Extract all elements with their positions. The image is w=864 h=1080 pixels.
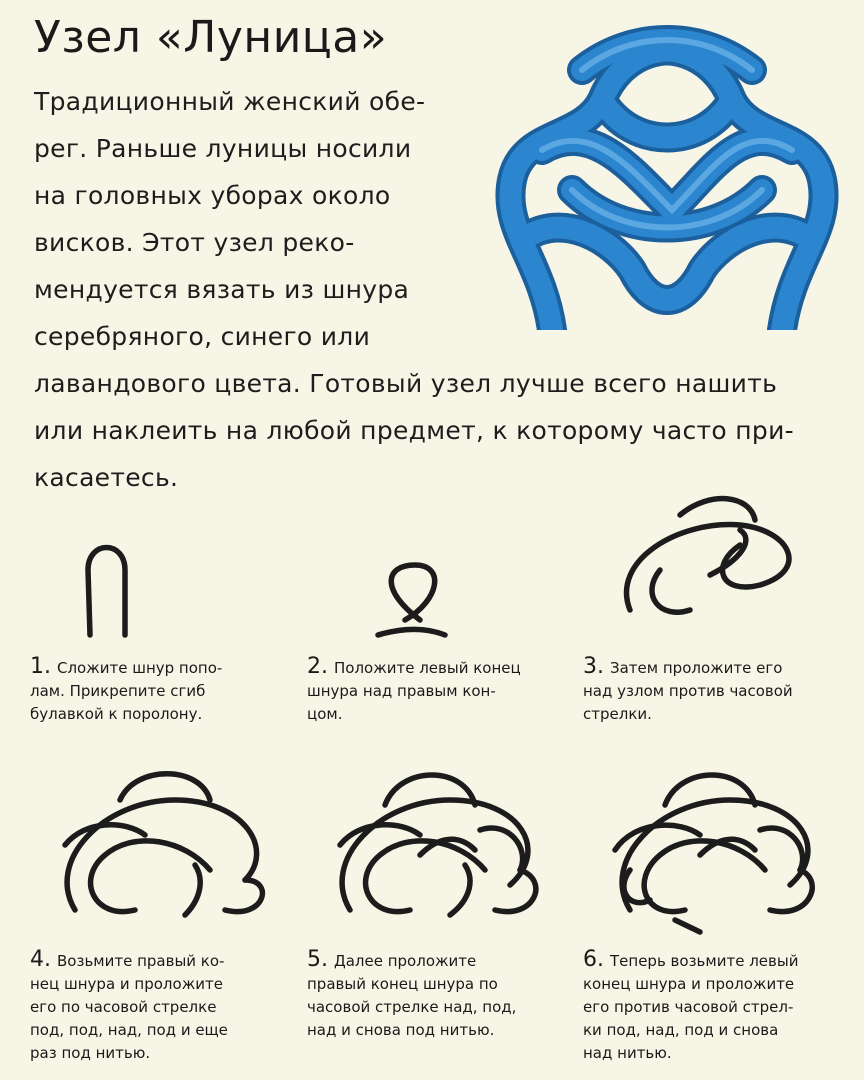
step-text: Теперь возьмите левый bbox=[610, 952, 799, 970]
intro-line: или наклеить на любой предмет, к которому часто при- bbox=[34, 416, 794, 445]
step-text: над узлом против часовой bbox=[583, 682, 793, 700]
step-text: цом. bbox=[307, 705, 343, 723]
step-3-diagram bbox=[590, 470, 850, 640]
page-title: Узел «Луница» bbox=[34, 12, 388, 63]
step-6-caption bbox=[583, 948, 848, 1065]
step-text: лам. Прикрепите сгиб bbox=[30, 682, 206, 700]
step-text: нец шнура и проложите bbox=[30, 975, 223, 993]
step-number: 1. bbox=[30, 654, 51, 679]
step-text: булавкой к поролону. bbox=[30, 705, 203, 723]
step-text: правый конец шнура по bbox=[307, 975, 498, 993]
step-5-caption bbox=[307, 948, 572, 1042]
step-text: Положите левый конец bbox=[334, 659, 521, 677]
intro-line: Традиционный женский обе- bbox=[34, 87, 426, 116]
blue-cord-knot-photo bbox=[482, 10, 854, 330]
step-6-diagram bbox=[585, 760, 845, 930]
step-2-diagram bbox=[300, 470, 560, 640]
intro-line: касаетесь. bbox=[34, 463, 179, 492]
step-text: Сложите шнур попо- bbox=[57, 659, 223, 677]
step-text: конец шнура и проложите bbox=[583, 975, 795, 993]
step-number: 6. bbox=[583, 947, 604, 972]
step-text: над нитью. bbox=[583, 1044, 672, 1062]
step-number: 2. bbox=[307, 654, 328, 679]
step-2-caption bbox=[307, 655, 572, 726]
step-text: часовой стрелке над, под, bbox=[307, 998, 517, 1016]
intro-line: серебряного, синего или bbox=[34, 322, 371, 351]
step-1-diagram bbox=[30, 470, 290, 640]
step-text: стрелки. bbox=[583, 705, 652, 723]
step-number: 5. bbox=[307, 947, 328, 972]
step-5-diagram bbox=[310, 760, 570, 930]
step-number: 4. bbox=[30, 947, 51, 972]
intro-line: лавандового цвета. Готовый узел лучше всего нашить bbox=[34, 369, 778, 398]
step-text: под, под, над, под и еще bbox=[30, 1021, 228, 1039]
step-text: его по часовой стрелке bbox=[30, 998, 217, 1016]
step-text: его против часовой стрел- bbox=[583, 998, 794, 1016]
step-text: шнура над правым кон- bbox=[307, 682, 496, 700]
intro-line: на головных уборах около bbox=[34, 181, 391, 210]
intro-line: висков. Этот узел реко- bbox=[34, 228, 355, 257]
step-text: Затем проложите его bbox=[610, 659, 783, 677]
step-4-caption bbox=[30, 948, 295, 1065]
step-number: 3. bbox=[583, 654, 604, 679]
intro-line: рег. Раньше луницы носили bbox=[34, 134, 412, 163]
step-text: Возьмите правый ко- bbox=[57, 952, 225, 970]
step-text: ки под, над, под и снова bbox=[583, 1021, 779, 1039]
intro-line: мендуется вязать из шнура bbox=[34, 275, 410, 304]
step-4-diagram bbox=[35, 760, 295, 930]
step-text: раз под нитью. bbox=[30, 1044, 151, 1062]
step-text: над и снова под нитью. bbox=[307, 1021, 495, 1039]
step-text: Далее проложите bbox=[334, 952, 477, 970]
step-1-caption bbox=[30, 655, 295, 726]
step-3-caption bbox=[583, 655, 848, 726]
